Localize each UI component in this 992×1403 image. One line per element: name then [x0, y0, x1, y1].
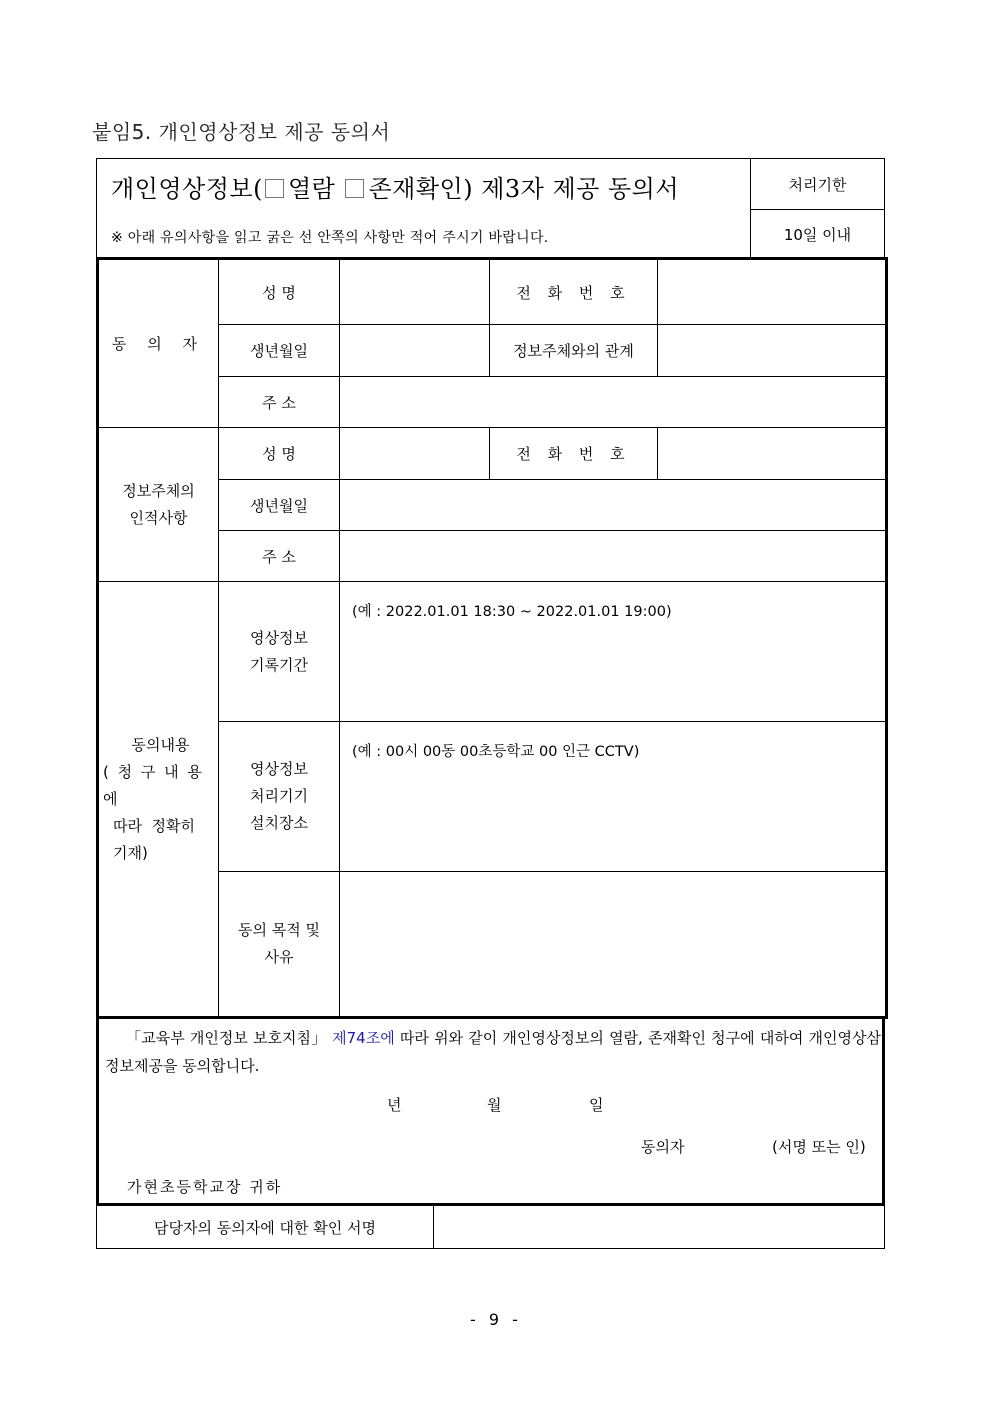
- consenter-name-field[interactable]: [340, 259, 490, 325]
- consenter-phone-label: 전 화 번 호: [490, 259, 658, 325]
- staff-confirmation-signature-field[interactable]: [434, 1206, 884, 1248]
- subject-birth-field[interactable]: [340, 480, 887, 531]
- consenter-address-label: 주 소: [219, 377, 340, 428]
- view-checkbox[interactable]: [265, 179, 284, 198]
- form-title-suffix: 존재확인) 제3자 제공 동의서: [368, 175, 680, 203]
- form-notice: ※ 아래 유의사항을 읽고 굵은 선 안쪽의 사항만 적어 주시기 바랍니다.: [111, 230, 549, 246]
- staff-confirmation-label: 담당자의 동의자에 대한 확인 서명: [97, 1206, 434, 1248]
- form-title: [111, 169, 679, 204]
- record-period-label: 영상정보 기록기간: [219, 582, 340, 722]
- consenter-name-label: 성 명: [219, 259, 340, 325]
- view-checkbox-label: 열람: [287, 175, 336, 203]
- year-label: 년: [387, 1096, 402, 1114]
- content-section-label: 동의내용 ( 청 구 내 용 에 따라 정확히 기재): [98, 582, 219, 1018]
- consenter-birth-label: 생년월일: [219, 325, 340, 377]
- addressee: 가현초등학교장 귀하: [127, 1178, 283, 1196]
- consenter-birth-field[interactable]: [340, 325, 490, 377]
- consenter-relation-label: 정보주체와의 관계: [490, 325, 658, 377]
- deadline-value: 10일 이내: [783, 225, 852, 244]
- device-location-label: 영상정보 처리기기 설치장소: [219, 722, 340, 872]
- form-title-prefix: 개인영상정보(: [111, 175, 263, 203]
- subject-address-field[interactable]: [340, 531, 887, 582]
- subject-name-field[interactable]: [340, 428, 490, 480]
- month-label: 월: [487, 1096, 502, 1114]
- declaration-section: [96, 1016, 885, 1206]
- subject-address-label: 주 소: [219, 531, 340, 582]
- attachment-heading: 붙임5. 개인영상정보 제공 동의서: [92, 120, 391, 144]
- consenter-phone-field[interactable]: [658, 259, 887, 325]
- subject-section-label: 정보주체의 인적사항: [98, 428, 219, 582]
- purpose-field[interactable]: [340, 872, 887, 1018]
- purpose-label: 동의 목적 및 사유: [219, 872, 340, 1018]
- consenter-address-field[interactable]: [340, 377, 887, 428]
- article-74-link[interactable]: 제74조에: [332, 1029, 395, 1047]
- signature-or-seal-label: (서명 또는 인): [772, 1138, 866, 1156]
- device-location-field[interactable]: (예 : 00시 00동 00초등학교 00 인근 CCTV): [340, 722, 887, 872]
- existence-check-checkbox[interactable]: [345, 179, 364, 198]
- day-label: 일: [589, 1096, 604, 1114]
- staff-confirmation-row: [96, 1205, 885, 1249]
- form-header: [96, 158, 885, 258]
- deadline-label: 처리기한: [751, 159, 884, 210]
- form-header-main: [97, 159, 751, 257]
- consenter-section-label: 동 의 자: [98, 259, 219, 428]
- declaration-text: 「교육부 개인정보 보호지침」 제74조에 따라 위와 같이 개인영상정보의 열람, 존재확인 청구에 대하여 개인영상삼정보제공을 동의합니다.: [105, 1029, 881, 1075]
- page-number: - 9 -: [470, 1310, 522, 1329]
- subject-birth-label: 생년월일: [219, 480, 340, 531]
- subject-phone-label: 전 화 번 호: [490, 428, 658, 480]
- consenter-relation-field[interactable]: [658, 325, 887, 377]
- subject-name-label: 성 명: [219, 428, 340, 480]
- record-period-field[interactable]: (예 : 2022.01.01 18:30 ~ 2022.01.01 19:00): [340, 582, 887, 722]
- consent-form-table: [96, 257, 888, 1019]
- consenter-sign-label: 동의자: [641, 1138, 685, 1156]
- subject-phone-field[interactable]: [658, 428, 887, 480]
